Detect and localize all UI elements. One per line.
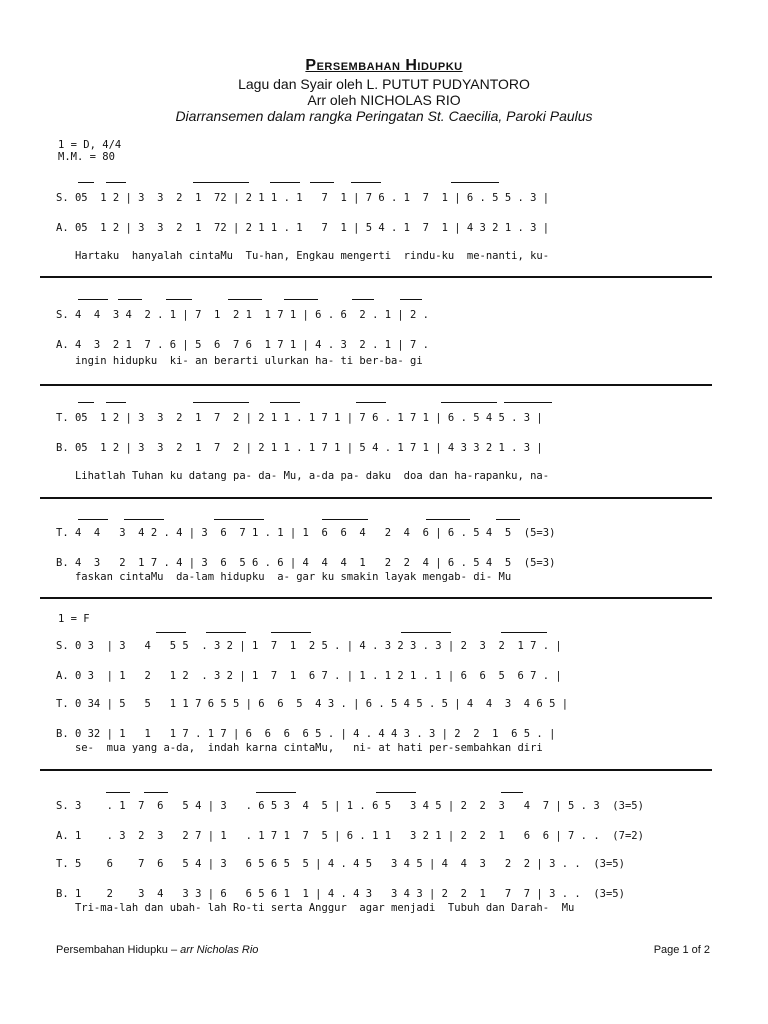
- beam: [256, 792, 296, 793]
- arranger-line: Arr oleh NICHOLAS RIO: [307, 92, 461, 108]
- beam: [400, 299, 422, 300]
- lyric-line: Lihatlah Tuhan ku datang pa- da- Mu, a-da pa- daku doa dan ha-rapanku, na-: [56, 470, 550, 482]
- system-divider: [40, 497, 712, 499]
- beam: [206, 632, 246, 633]
- key-change: 1 = F: [58, 613, 90, 625]
- voice-line: A. 0 3 | 1 2 1 2 . 3 2 | 1 7 1 6 7 . | 1 . 1 2 1 . 1 | 6 6 5 6 7 . |: [56, 670, 562, 682]
- system-divider: [40, 597, 712, 599]
- score-system-4: [56, 515, 712, 590]
- voice-line: T. 5 6 7 6 5 4 | 3 6 5 6 5 5 | 4 . 4 5 3 4 5 | 4 4 3 2 2 | 3 . . (3=5): [56, 858, 625, 870]
- lyric-line: faskan cintaMu da-lam hidupku a- gar ku smakin layak mengab- di- Mu: [56, 571, 512, 583]
- beam: [156, 632, 186, 633]
- footer-title: [56, 944, 258, 956]
- beam: [144, 792, 168, 793]
- beam: [351, 182, 381, 183]
- beam: [401, 632, 451, 633]
- beam: [352, 299, 374, 300]
- beam: [193, 402, 249, 403]
- beam: [78, 182, 94, 183]
- beam: [426, 519, 470, 520]
- voice-line: B. 1 2 3 4 3 3 | 6 6 5 6 1 1 | 4 . 4 3 3 4 3 | 2 2 1 7 7 | 3 . . (3=5): [56, 888, 625, 900]
- beam: [228, 299, 262, 300]
- lyric-line: ingin hidupku ki- an berarti ulurkan ha- ti ber-ba- gi: [56, 355, 423, 367]
- voice-line: S. 3 . 1 7 6 5 4 | 3 . 6 5 3 4 5 | 1 . 6 5 3 4 5 | 2 2 3 4 7 | 5 . 3 (3=5): [56, 800, 644, 812]
- footer-arranger: arr Nicholas Rio: [180, 944, 259, 956]
- beam: [322, 519, 368, 520]
- voice-line: B. 0 32 | 1 1 1 7 . 1 7 | 6 6 6 6 5 . | 4 . 4 4 3 . 3 | 2 2 1 6 5 . |: [56, 728, 556, 740]
- beam: [78, 402, 94, 403]
- occasion-line: Diarransemen dalam rangka Peringatan St. Caecilia, Paroki Paulus: [175, 108, 593, 124]
- beam: [78, 519, 108, 520]
- beam: [78, 299, 108, 300]
- triplet-beam: [284, 299, 318, 300]
- score-system-3: [56, 398, 712, 488]
- beam: [270, 182, 300, 183]
- voice-line: T. 0 34 | 5 5 1 1 7 6 5 5 | 6 6 5 4 3 . | 6 . 5 4 5 . 5 | 4 4 3 4 6 5 |: [56, 698, 569, 710]
- triplet-beam: [441, 402, 497, 403]
- voice-line: S. 05 1 2 | 3 3 2 1 72 | 2 1 1 . 1 7 1 | 7 6 . 1 7 1 | 6 . 5 5 . 3 |: [56, 192, 550, 204]
- beam: [501, 632, 547, 633]
- song-title: Persembahan Hidupku: [305, 57, 463, 74]
- composer-line: Lagu dan Syair oleh L. PUTUT PUDYANTORO: [238, 76, 530, 92]
- beam: [166, 299, 192, 300]
- beam: [501, 792, 523, 793]
- beam: [106, 182, 126, 183]
- voice-line: S. 4 4 3 4 2 . 1 | 7 1 2 1 1 7 1 | 6 . 6 2 . 1 | 2 .: [56, 309, 429, 321]
- voice-line: S. 0 3 | 3 4 5 5 . 3 2 | 1 7 1 2 5 . | 4 . 3 2 3 . 3 | 2 3 2 1 7 . |: [56, 640, 562, 652]
- beam: [118, 299, 142, 300]
- score-system-1: [56, 178, 712, 268]
- score-system-2: [56, 295, 712, 375]
- beam: [106, 792, 130, 793]
- voice-line: B. 05 1 2 | 3 3 2 1 7 2 | 2 1 1 . 1 7 1 | 5 4 . 1 7 1 | 4 3 3 2 1 . 3 |: [56, 442, 543, 454]
- voice-line: A. 05 1 2 | 3 3 2 1 72 | 2 1 1 . 1 7 1 | 5 4 . 1 7 1 | 4 3 2 1 . 3 |: [56, 222, 550, 234]
- voice-line: B. 4 3 2 1 7 . 4 | 3 6 5 6 . 6 | 4 4 4 1 2 2 4 | 6 . 5 4 5 (5=3): [56, 557, 556, 569]
- lyric-line: se- mua yang a-da, indah karna cintaMu, ni- at hati per-sembahkan diri: [56, 742, 543, 754]
- beam: [496, 519, 520, 520]
- score-system-6: [56, 790, 712, 920]
- system-divider: [40, 384, 712, 386]
- lyric-line: Tri-ma-lah dan ubah- lah Ro-ti serta Anggur agar menjadi Tubuh dan Darah- Mu: [56, 902, 575, 914]
- tempo-marking: M.M. = 80: [58, 151, 115, 163]
- footer-song: Persembahan Hidupku –: [56, 944, 181, 956]
- system-divider: [40, 769, 712, 771]
- beam: [193, 182, 249, 183]
- beam: [106, 402, 126, 403]
- beam: [504, 402, 552, 403]
- voice-line: T. 05 1 2 | 3 3 2 1 7 2 | 2 1 1 . 1 7 1 | 7 6 . 1 7 1 | 6 . 5 4 5 . 3 |: [56, 412, 543, 424]
- beam: [310, 182, 334, 183]
- voice-line: A. 1 . 3 2 3 2 7 | 1 . 1 7 1 7 5 | 6 . 1 1 3 2 1 | 2 2 1 6 6 | 7 . . (7=2): [56, 830, 644, 842]
- lyric-line: Hartaku hanyalah cintaMu Tu-han, Engkau mengerti rindu-ku me-nanti, ku-: [56, 250, 550, 262]
- beam: [271, 632, 311, 633]
- beam: [124, 519, 164, 520]
- beam: [376, 792, 416, 793]
- beam: [270, 402, 300, 403]
- beam: [356, 402, 386, 403]
- voice-line: T. 4 4 3 4 2 . 4 | 3 6 7 1 . 1 | 1 6 6 4 2 4 6 | 6 . 5 4 5 (5=3): [56, 527, 556, 539]
- triplet-beam: [451, 182, 499, 183]
- system-divider: [40, 276, 712, 278]
- page-number: Page 1 of 2: [653, 944, 710, 956]
- score-system-5: [56, 630, 712, 760]
- beam: [214, 519, 264, 520]
- key-signature: 1 = D, 4/4: [58, 139, 122, 151]
- voice-line: A. 4 3 2 1 7 . 6 | 5 6 7 6 1 7 1 | 4 . 3 2 . 1 | 7 .: [56, 339, 429, 351]
